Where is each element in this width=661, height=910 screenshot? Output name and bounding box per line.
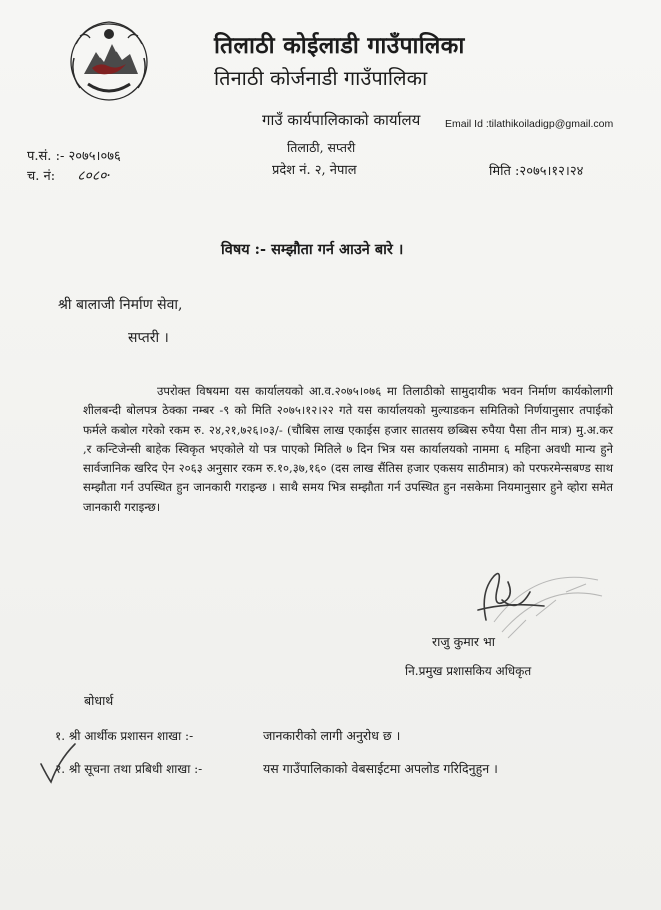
cc-recipient: १. श्री आर्थीक प्रशासन शाखा :- [55, 729, 194, 743]
dispatch-label: च. नं: [27, 169, 56, 184]
nepal-emblem-icon [66, 14, 152, 104]
municipality-title: तिलाठी कोईलाडी गाउँपालिका [214, 32, 465, 59]
signature-icon [458, 562, 558, 632]
cc-note: यस गाउँपालिकाको वेबसाईटमा अपलोड गरिदिनुहुन । [263, 761, 498, 776]
office-email: Email Id :tilathikoiladigp@gmail.com [445, 118, 614, 130]
office-province: प्रदेश नं. २, नेपाल [272, 163, 357, 178]
cc-heading: बोधार्थ [84, 693, 114, 708]
letter-date: मिति :२०७५।१२।२४ [489, 164, 584, 179]
reference-number: प.सं. :- २०७५।०७६ [27, 149, 121, 164]
dispatch-value: ८०८०· [77, 168, 111, 184]
signatory-name: राजु कुमार भा [432, 634, 496, 649]
office-place: तिलाठी, सप्तरी [287, 140, 356, 155]
letter-body: उपरोक्त विषयमा यस कार्यालयको आ.व.२०७५।०७६ मा तिलाठीको सामुदायीक भवन निर्माण कार्यकोलागी शीलबन्दी बोलपत्र ठेक्का नम्बर -९ को मिति २०७५।१२।२२ गते यस कार्यालयको मुल्याडकन समितिको निर्णयानुसार तपाईको फर्मले कबोल गरेको रकम रु. २४,२१,७२६।०३/- (चौबिस लाख एकाईस हजार सातसय छब्बिस रुपैया पैसा तीन मात्र) मु.अ.कर ,र कन्टिजेन्सी बाहेक स्विकृत भएकोले यो पत्र पाएको मितिले ७ दिन भित्र यस कार्यालयको नाममा ६ महिना अवधी मान्य हुने सार्वजानिक खरिद ऐन २०६३ अनुसार रकम रु.१०,३७,१६० (दस लाख सैंतिस हजार एकसय साठीमात्र) को परफरमेन्सबण्ड साथ सम्झौता गर्न उपस्थित हुन जानकारी गराइन्छ । साथै समय भित्र सम्झौता गर्न उपस्थित हुन नसकेमा नियमानुसार हुने व्होरा समेत जानकारी गराइन्छ। [83, 384, 613, 514]
addressee-place: सप्तरी । [128, 330, 169, 346]
cc-recipient: २. श्री सूचना तथा प्रबिधी शाखा :- [55, 762, 203, 776]
municipality-title-local: तिनाठी कोर्जनाडी गाउँपालिका [214, 66, 428, 90]
letter-subject: विषय :- सम्झौता गर्न आउने बारे । [221, 241, 404, 258]
office-name: गाउँ कार्यपालिकाको कार्यालय [262, 111, 421, 129]
dispatch-number [27, 166, 111, 185]
addressee-name: श्री बालाजी निर्माण सेवा, [58, 297, 183, 313]
cc-note: जानकारीको लागी अनुरोध छ । [263, 728, 401, 743]
signatory-title: नि.प्रमुख प्रशासकिय अधिकृत [405, 664, 532, 678]
